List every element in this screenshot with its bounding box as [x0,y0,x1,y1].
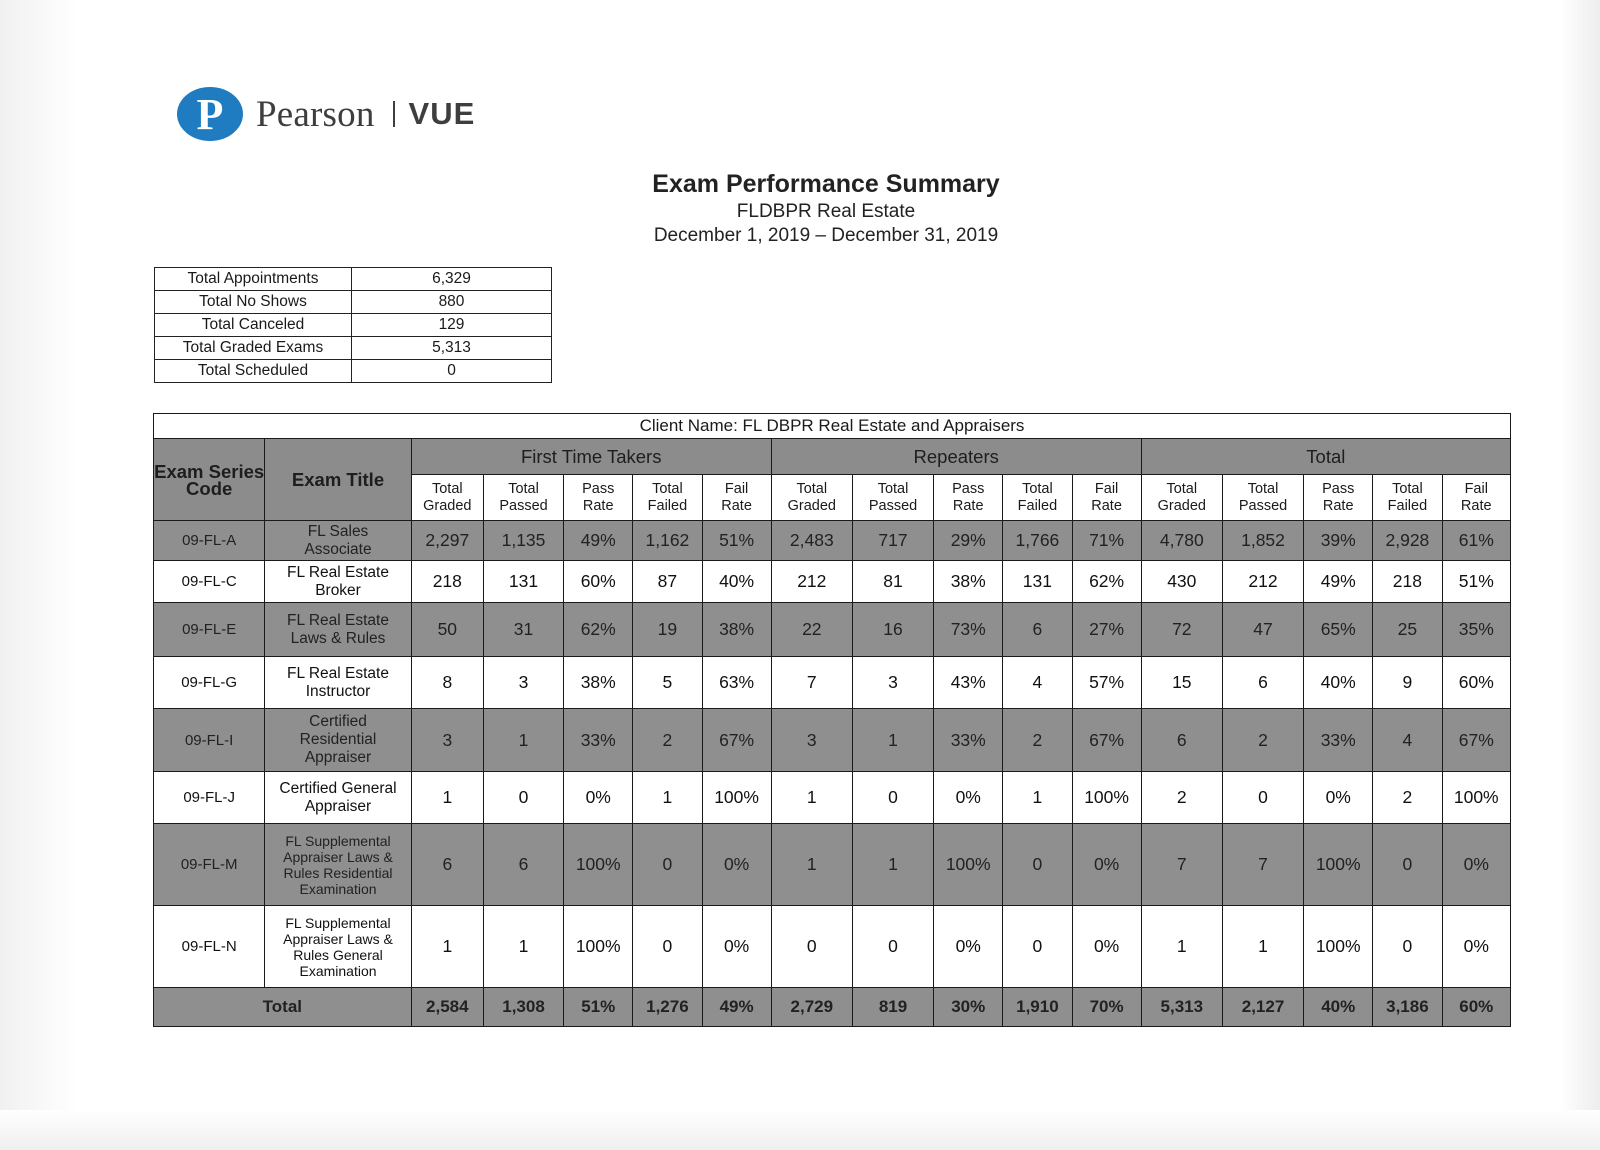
exam-series-code: 09-FL-N [154,906,265,988]
column-header-line: Fail [1094,480,1119,497]
summary-row [155,314,552,337]
table-cell: 60% [1442,657,1511,709]
table-cell: 0% [1072,906,1141,988]
exam-series-code: 09-FL-C [154,561,265,603]
table-cell: 49% [1304,561,1373,603]
column-header-line: Total [877,480,909,497]
column-header [934,475,1003,521]
table-cell: 33% [564,709,633,772]
table-cell: 1 [483,709,563,772]
exam-title-line: FL Supplemental [285,832,391,849]
exam-title-line: Appraiser [304,749,372,766]
table-cell: 0 [633,824,702,906]
performance-table-wrapper [153,413,1511,1027]
pearson-p-logo-icon [176,86,244,142]
table-cell: 100% [1072,772,1141,824]
exam-title-line: FL Real Estate [287,664,389,682]
total-cell: 3,186 [1373,988,1442,1027]
table-row [154,824,1511,906]
table-cell: 9 [1373,657,1442,709]
column-header-line: Pass [1322,480,1355,497]
table-cell: 6 [1222,657,1303,709]
table-cell: 2,483 [771,521,852,561]
table-cell: 19 [633,603,702,657]
table-cell: 31 [483,603,563,657]
table-cell: 0% [1442,824,1511,906]
table-cell: 67% [1072,709,1141,772]
exam-title [265,521,411,561]
table-cell: 27% [1072,603,1141,657]
table-cell: 4,780 [1141,521,1222,561]
total-cell: 40% [1304,988,1373,1027]
table-cell: 3 [483,657,563,709]
table-cell: 49% [564,521,633,561]
table-cell: 0% [702,824,771,906]
exam-performance-table [153,413,1511,1027]
exam-title-line: Associate [304,540,372,558]
table-cell: 35% [1442,603,1511,657]
table-cell: 1 [483,906,563,988]
table-cell: 2 [633,709,702,772]
table-cell: 0% [1304,772,1373,824]
report-subtitle: FLDBPR Real Estate [736,201,916,222]
total-row [154,988,1511,1027]
table-cell: 1 [1003,772,1072,824]
table-cell: 51% [702,521,771,561]
exam-title-header: Exam Title [265,439,411,521]
total-cell: 1,308 [483,988,563,1027]
summary-label: Total No Shows [155,291,352,314]
column-header-line: Total [431,480,463,497]
table-cell: 0% [934,906,1003,988]
column-header-line: Passed [1238,497,1288,514]
total-cell: 49% [702,988,771,1027]
table-cell: 2 [1373,772,1442,824]
summary-row [155,337,552,360]
exam-series-code: 09-FL-A [154,521,265,561]
logo-sub: VUE [408,96,476,131]
column-header-line: Graded [787,497,836,514]
table-cell: 1 [411,772,483,824]
column-header [771,475,852,521]
exam-title [265,906,411,988]
table-cell: 1 [411,906,483,988]
column-header [633,475,702,521]
total-cell: 51% [564,988,633,1027]
exam-title-line: FL Real Estate [287,563,389,581]
table-cell: 1,852 [1222,521,1303,561]
group-header-row [154,439,1511,475]
table-cell: 4 [1373,709,1442,772]
table-cell: 40% [702,561,771,603]
exam-series-code: 09-FL-I [154,709,265,772]
exam-title-line: Rules General [293,946,383,963]
total-cell: 2,127 [1222,988,1303,1027]
table-cell: 3 [771,709,852,772]
table-cell: 39% [1304,521,1373,561]
table-cell: 3 [852,657,933,709]
column-header [1141,475,1222,521]
table-cell: 1 [771,772,852,824]
table-cell: 1,162 [633,521,702,561]
report-date-range: December 1, 2019 – December 31, 2019 [653,225,999,246]
table-cell: 61% [1442,521,1511,561]
exam-title [265,824,411,906]
exam-title-line: Rules Residential [283,864,393,881]
group-first-time-takers: First Time Takers [411,439,771,475]
exam-series-code-header: Exam Series Code [154,439,265,521]
column-header [411,475,483,521]
group-repeaters: Repeaters [771,439,1141,475]
exam-title-line: Laws & Rules [290,629,386,647]
exam-title [265,772,411,824]
column-header-line: Total [652,480,683,497]
exam-title-line: FL Real Estate [287,611,389,629]
table-cell: 62% [1072,561,1141,603]
table-cell: 0% [702,906,771,988]
summary-value: 880 [352,291,552,314]
total-cell: 5,313 [1141,988,1222,1027]
exam-title [265,657,411,709]
table-cell: 22 [771,603,852,657]
client-name-row [154,414,1511,439]
summary-row [155,291,552,314]
total-cell: 1,276 [633,988,702,1027]
summary-row [155,360,552,383]
exam-series-code: 09-FL-M [154,824,265,906]
column-header-line: Total [1166,480,1198,497]
table-cell: 38% [564,657,633,709]
table-cell: 0 [633,906,702,988]
table-cell: 65% [1304,603,1373,657]
client-name: Client Name: FL DBPR Real Estate and Appraisers [154,414,1511,439]
group-total: Total [1141,439,1510,475]
column-header-line: Passed [868,497,918,514]
column-header [1373,475,1442,521]
table-row [154,521,1511,561]
column-header-line: Total [1392,480,1423,497]
table-cell: 71% [1072,521,1141,561]
total-cell: 30% [934,988,1003,1027]
table-cell: 67% [702,709,771,772]
exam-title-line: Certified General [279,779,397,797]
column-header-line: Pass [952,480,985,497]
table-cell: 15 [1141,657,1222,709]
table-cell: 430 [1141,561,1222,603]
pearson-vue-logo [176,86,475,142]
column-header [1003,475,1072,521]
column-header-line: Passed [499,497,548,514]
table-cell: 0 [1222,772,1303,824]
column-header-line: Total [508,480,539,497]
table-cell: 1 [633,772,702,824]
exam-title-line: Appraiser [304,797,372,815]
table-cell: 0 [852,772,933,824]
column-header [852,475,933,521]
total-cell: 2,584 [411,988,483,1027]
column-header-line: Failed [1387,497,1428,514]
total-cell: 70% [1072,988,1141,1027]
table-cell: 43% [934,657,1003,709]
table-cell: 131 [1003,561,1072,603]
summary-label: Total Appointments [155,268,352,291]
table-cell: 717 [852,521,933,561]
exam-title-line: Certified [309,713,367,730]
table-cell: 81 [852,561,933,603]
table-cell: 3 [411,709,483,772]
total-cell: 2,729 [771,988,852,1027]
table-cell: 1,766 [1003,521,1072,561]
column-header [1072,475,1141,521]
table-cell: 100% [564,906,633,988]
table-cell: 212 [1222,561,1303,603]
logo-brand: Pearson [256,93,375,135]
column-header-line: Pass [582,480,615,497]
table-cell: 100% [564,824,633,906]
column-header-line: Graded [1157,497,1206,514]
column-header-line: Rate [1091,497,1122,514]
svg-text:P: P [196,90,224,139]
summary-value: 129 [352,314,552,337]
summary-value: 6,329 [352,268,552,291]
table-cell: 7 [771,657,852,709]
column-header [1222,475,1303,521]
table-cell: 218 [1373,561,1442,603]
exam-title-line: Broker [315,581,361,599]
table-row [154,772,1511,824]
column-header-line: Graded [423,497,472,514]
table-cell: 0 [483,772,563,824]
column-header-line: Failed [1017,497,1058,514]
table-cell: 25 [1373,603,1442,657]
table-cell: 73% [934,603,1003,657]
column-header [1304,475,1373,521]
exam-title-line: Appraiser Laws & [283,930,393,947]
table-cell: 57% [1072,657,1141,709]
table-cell: 2,297 [411,521,483,561]
table-cell: 1 [852,709,933,772]
exam-title-line: Residential [299,731,377,748]
table-cell: 5 [633,657,702,709]
exam-title [265,709,411,772]
table-cell: 1,135 [483,521,563,561]
table-row [154,561,1511,603]
table-cell: 6 [1003,603,1072,657]
column-header-line: Rate [582,497,614,514]
table-cell: 33% [1304,709,1373,772]
exam-title [265,561,411,603]
table-cell: 218 [411,561,483,603]
table-row [154,709,1511,772]
table-cell: 0 [1373,906,1442,988]
table-cell: 63% [702,657,771,709]
column-header-line: Total [1022,480,1053,497]
column-header-line: Total [1247,480,1279,497]
table-cell: 1 [1141,906,1222,988]
table-cell: 1 [771,824,852,906]
table-cell: 6 [411,824,483,906]
table-cell: 0% [1072,824,1141,906]
column-header-line: Total [796,480,828,497]
column-header-line: Rate [721,497,752,514]
column-header [564,475,633,521]
table-cell: 67% [1442,709,1511,772]
table-cell: 0% [934,772,1003,824]
table-cell: 100% [1304,824,1373,906]
column-header [702,475,771,521]
table-cell: 47 [1222,603,1303,657]
table-cell: 7 [1222,824,1303,906]
table-cell: 0 [1373,824,1442,906]
table-row [154,657,1511,709]
column-header-line: Rate [1460,497,1492,514]
table-cell: 38% [702,603,771,657]
table-cell: 2 [1141,772,1222,824]
table-cell: 0 [1003,906,1072,988]
table-row [154,603,1511,657]
table-cell: 0% [1442,906,1511,988]
column-header-line: Rate [952,497,984,514]
total-cell: 60% [1442,988,1511,1027]
table-row [154,906,1511,988]
table-cell: 0 [1003,824,1072,906]
table-cell: 131 [483,561,563,603]
column-header-line: Fail [1464,480,1488,497]
table-cell: 40% [1304,657,1373,709]
table-cell: 60% [564,561,633,603]
exam-title-line: Examination [299,962,377,979]
table-cell: 33% [934,709,1003,772]
table-cell: 29% [934,521,1003,561]
table-cell: 6 [1141,709,1222,772]
exam-title-line: Examination [299,880,377,897]
table-cell: 87 [633,561,702,603]
total-cell: 1,910 [1003,988,1072,1027]
table-cell: 212 [771,561,852,603]
table-cell: 2 [1222,709,1303,772]
total-label: Total [154,988,412,1027]
table-cell: 6 [483,824,563,906]
table-cell: 100% [1442,772,1511,824]
summary-label: Total Canceled [155,314,352,337]
exam-title-line: FL Sales [307,522,369,540]
appointment-summary-table [154,267,552,383]
table-cell: 72 [1141,603,1222,657]
table-cell: 16 [852,603,933,657]
column-header-line: Rate [1322,497,1354,514]
summary-value: 5,313 [352,337,552,360]
page-title: Exam Performance Summary [652,170,1000,198]
exam-title-line: Instructor [305,682,371,700]
table-cell: 0 [852,906,933,988]
logo-divider [393,101,395,127]
exam-series-code: 09-FL-J [154,772,265,824]
table-cell: 2,928 [1373,521,1442,561]
exam-title [265,603,411,657]
column-header [1442,475,1511,521]
table-cell: 0% [564,772,633,824]
table-cell: 50 [411,603,483,657]
summary-label: Total Graded Exams [155,337,352,360]
summary-row [155,268,552,291]
total-cell: 819 [852,988,933,1027]
table-cell: 100% [1304,906,1373,988]
exam-title-line: Appraiser Laws & [283,848,393,865]
table-cell: 1 [852,824,933,906]
table-cell: 4 [1003,657,1072,709]
scan-edge-bottom [0,1110,1600,1150]
report-header [26,168,1600,248]
column-header-line: Failed [647,497,688,514]
table-cell: 8 [411,657,483,709]
column-header [483,475,563,521]
table-cell: 51% [1442,561,1511,603]
table-cell: 1 [1222,906,1303,988]
table-cell: 2 [1003,709,1072,772]
table-cell: 7 [1141,824,1222,906]
exam-title-line: FL Supplemental [285,914,391,931]
table-cell: 100% [934,824,1003,906]
exam-series-code: 09-FL-E [154,603,265,657]
exam-series-code: 09-FL-G [154,657,265,709]
summary-label: Total Scheduled [155,360,352,383]
table-cell: 100% [702,772,771,824]
table-cell: 0 [771,906,852,988]
table-cell: 38% [934,561,1003,603]
column-header-line: Fail [724,480,749,497]
summary-value: 0 [352,360,552,383]
table-cell: 62% [564,603,633,657]
